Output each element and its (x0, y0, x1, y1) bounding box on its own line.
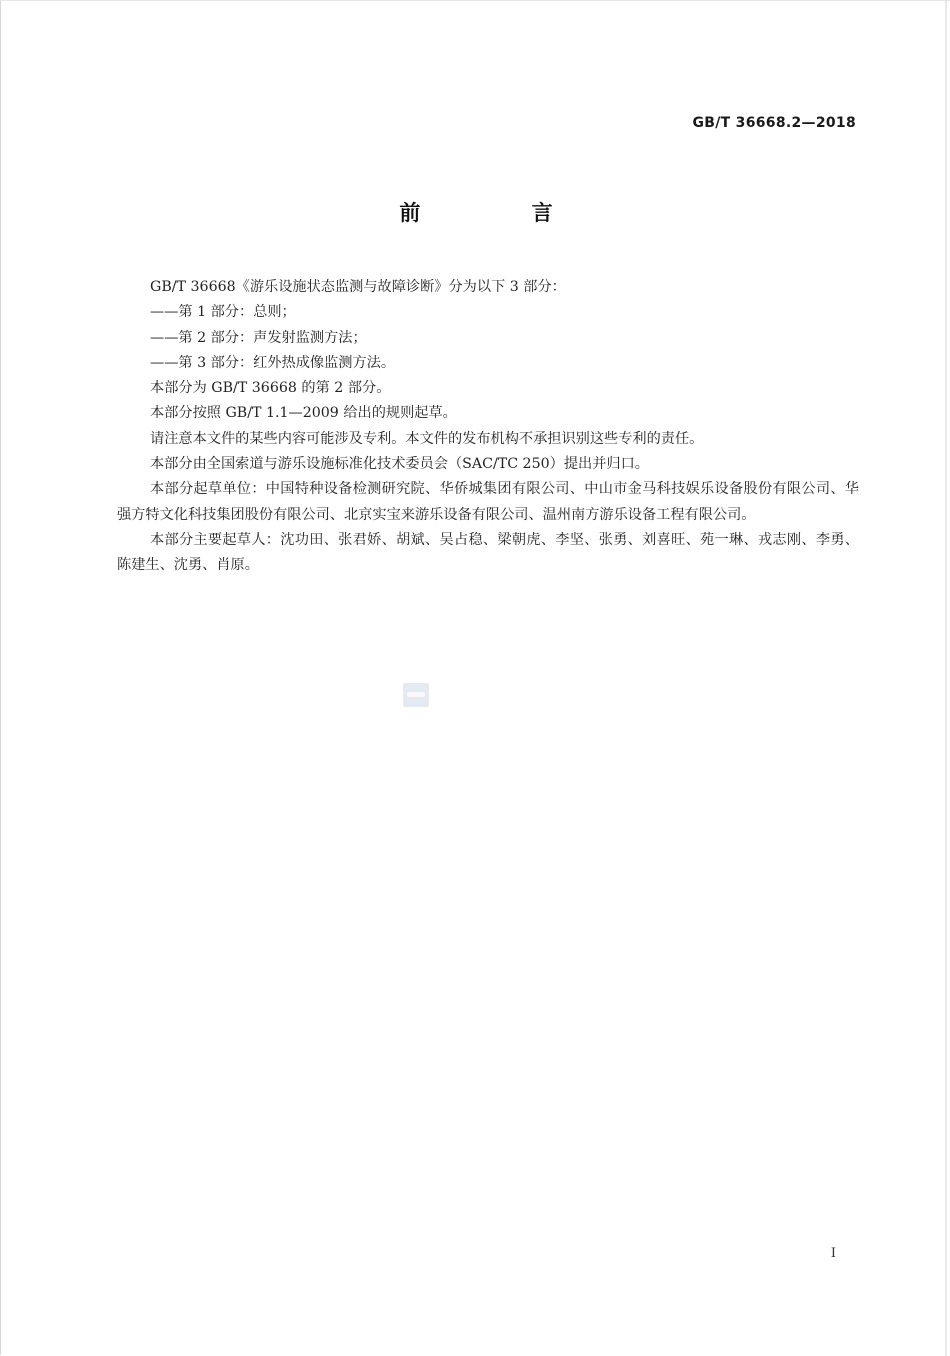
paragraph-committee: 本部分由全国索道与游乐设施标准化技术委员会（SAC/TC 250）提出并归口。 (150, 456, 649, 473)
paragraph-drafters: 本部分主要起草人：沈功田、张君娇、胡斌、吴占稳、梁朝虎、李坚、张勇、刘喜旺、苑一琳、戎志刚、李勇、陈建生、沈勇、肖原。 (117, 531, 859, 574)
paragraph-part-1: ——第 1 部分：总则； (150, 304, 296, 321)
paragraph-this-part: 本部分为 GB/T 36668 的第 2 部分。 (150, 380, 391, 397)
section-title: 前 言 (399, 201, 605, 225)
foreword-body (117, 275, 859, 579)
sac-logo-icon (403, 683, 429, 707)
paragraph-part-3: ——第 3 部分：红外热成像监测方法。 (150, 354, 396, 371)
paragraph-parts-intro: GB/T 36668《游乐设施状态监测与故障诊断》分为以下 3 部分： (150, 279, 566, 295)
page-number: I (830, 1246, 836, 1261)
paragraph-drafting-rules: 本部分按照 GB/T 1.1—2009 给出的规则起草。 (150, 405, 457, 422)
paragraph-patent-notice: 请注意本文件的某些内容可能涉及专利。本文件的发布机构不承担识别这些专利的责任。 (150, 430, 704, 447)
document-code: GB/T 36668.2—2018 (692, 115, 856, 131)
paragraph-drafting-units: 本部分起草单位：中国特种设备检测研究院、华侨城集团有限公司、中山市金马科技娱乐设备股份有限公司、华强方特文化科技集团股份有限公司、北京实宝来游乐设备有限公司、温州南方游乐设备工程有限公司。 (117, 481, 859, 523)
paragraph-part-2: ——第 2 部分：声发射监测方法； (150, 329, 367, 346)
